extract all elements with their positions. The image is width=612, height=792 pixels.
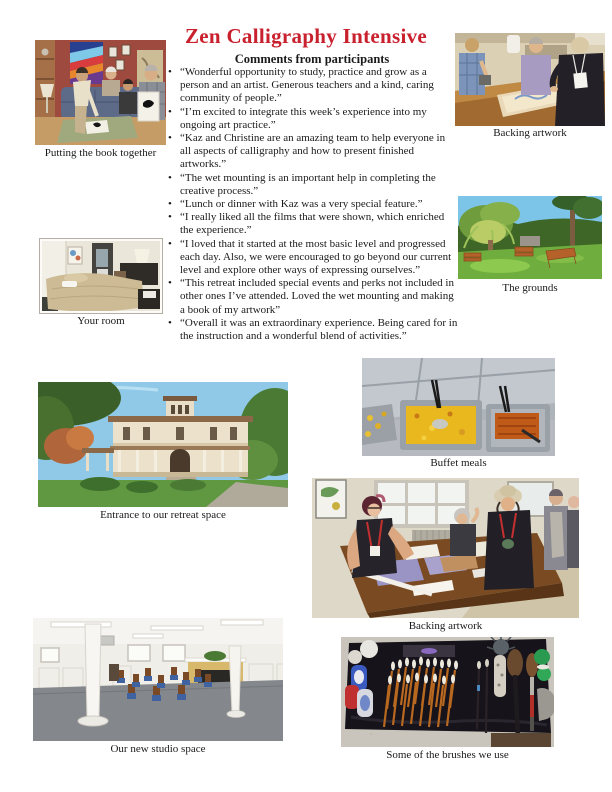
workshop-photo-illustration (455, 33, 605, 126)
garden-photo-illustration (458, 196, 602, 279)
photo-brushes (341, 637, 554, 747)
studio-table-photo-illustration (312, 478, 579, 618)
photo-your-room (39, 238, 163, 314)
studio-room-photo-illustration (33, 618, 283, 741)
caption-brushes: Some of the brushes we use (386, 749, 509, 761)
caption-grounds: The grounds (502, 282, 558, 294)
comment-quote: • “Overall it was an extraordinary experience. Being cared for in the instruction and a wonderful blend of activities.” (166, 317, 458, 343)
comment-quote: • “I’m excited to integrate this week’s experience into my ongoing art practice.” (166, 106, 458, 132)
bedroom-photo-illustration (42, 241, 160, 311)
photo-backing-artwork-top (455, 33, 605, 126)
comment-quote: • “The wet mounting is an important help in completing the creative process.” (166, 172, 458, 198)
caption-buffet: Buffet meals (430, 457, 487, 469)
caption-backing-top: Backing artwork (493, 127, 567, 139)
living-room-photo-illustration (35, 40, 166, 145)
caption-backing-bottom: Backing artwork (408, 620, 483, 632)
subtitle: Comments from participants (234, 52, 390, 66)
photo-grounds (458, 196, 602, 279)
villa-photo-illustration (38, 382, 288, 507)
photo-studio-space (33, 618, 283, 741)
caption-studio: Our new studio space (110, 743, 206, 755)
photo-putting-book-together (35, 40, 166, 145)
brushes-photo-illustration (341, 637, 554, 747)
comment-quote: • “This retreat included special events and perks not included in other ones I’ve attended. Loved the wet mounting and making a book of my artwork” (166, 277, 458, 317)
caption-room: Your room (77, 315, 125, 327)
comments-list (166, 66, 458, 343)
photo-entrance (38, 382, 288, 507)
photo-buffet (362, 358, 555, 456)
buffet-photo-illustration (362, 358, 555, 456)
comment-quote: • “I really liked all the films that were shown, which enriched the experience.” (166, 211, 458, 237)
comment-quote: • “Kaz and Christine are an amazing team to help everyone in all aspects of calligraphy and how to present finished artworks.” (166, 132, 458, 172)
comment-quote: • “Lunch or dinner with Kaz was a very special feature.” (166, 198, 458, 211)
comment-quote: • “I loved that it started at the most basic level and progressed each day. Also, we were encouraged to go beyond our current level and explore other ways of expressing ourselves.” (166, 238, 458, 278)
comment-quote: • “Wonderful opportunity to study, practice and grow as a person and an artist. Generous teachers and a kind, caring community of people.” (166, 66, 458, 106)
photo-backing-artwork-bottom (312, 478, 579, 618)
caption-putting-book: Putting the book together (44, 147, 157, 159)
page-title: Zen Calligraphy Intensive (184, 24, 428, 48)
caption-entrance: Entrance to our retreat space (100, 509, 226, 521)
